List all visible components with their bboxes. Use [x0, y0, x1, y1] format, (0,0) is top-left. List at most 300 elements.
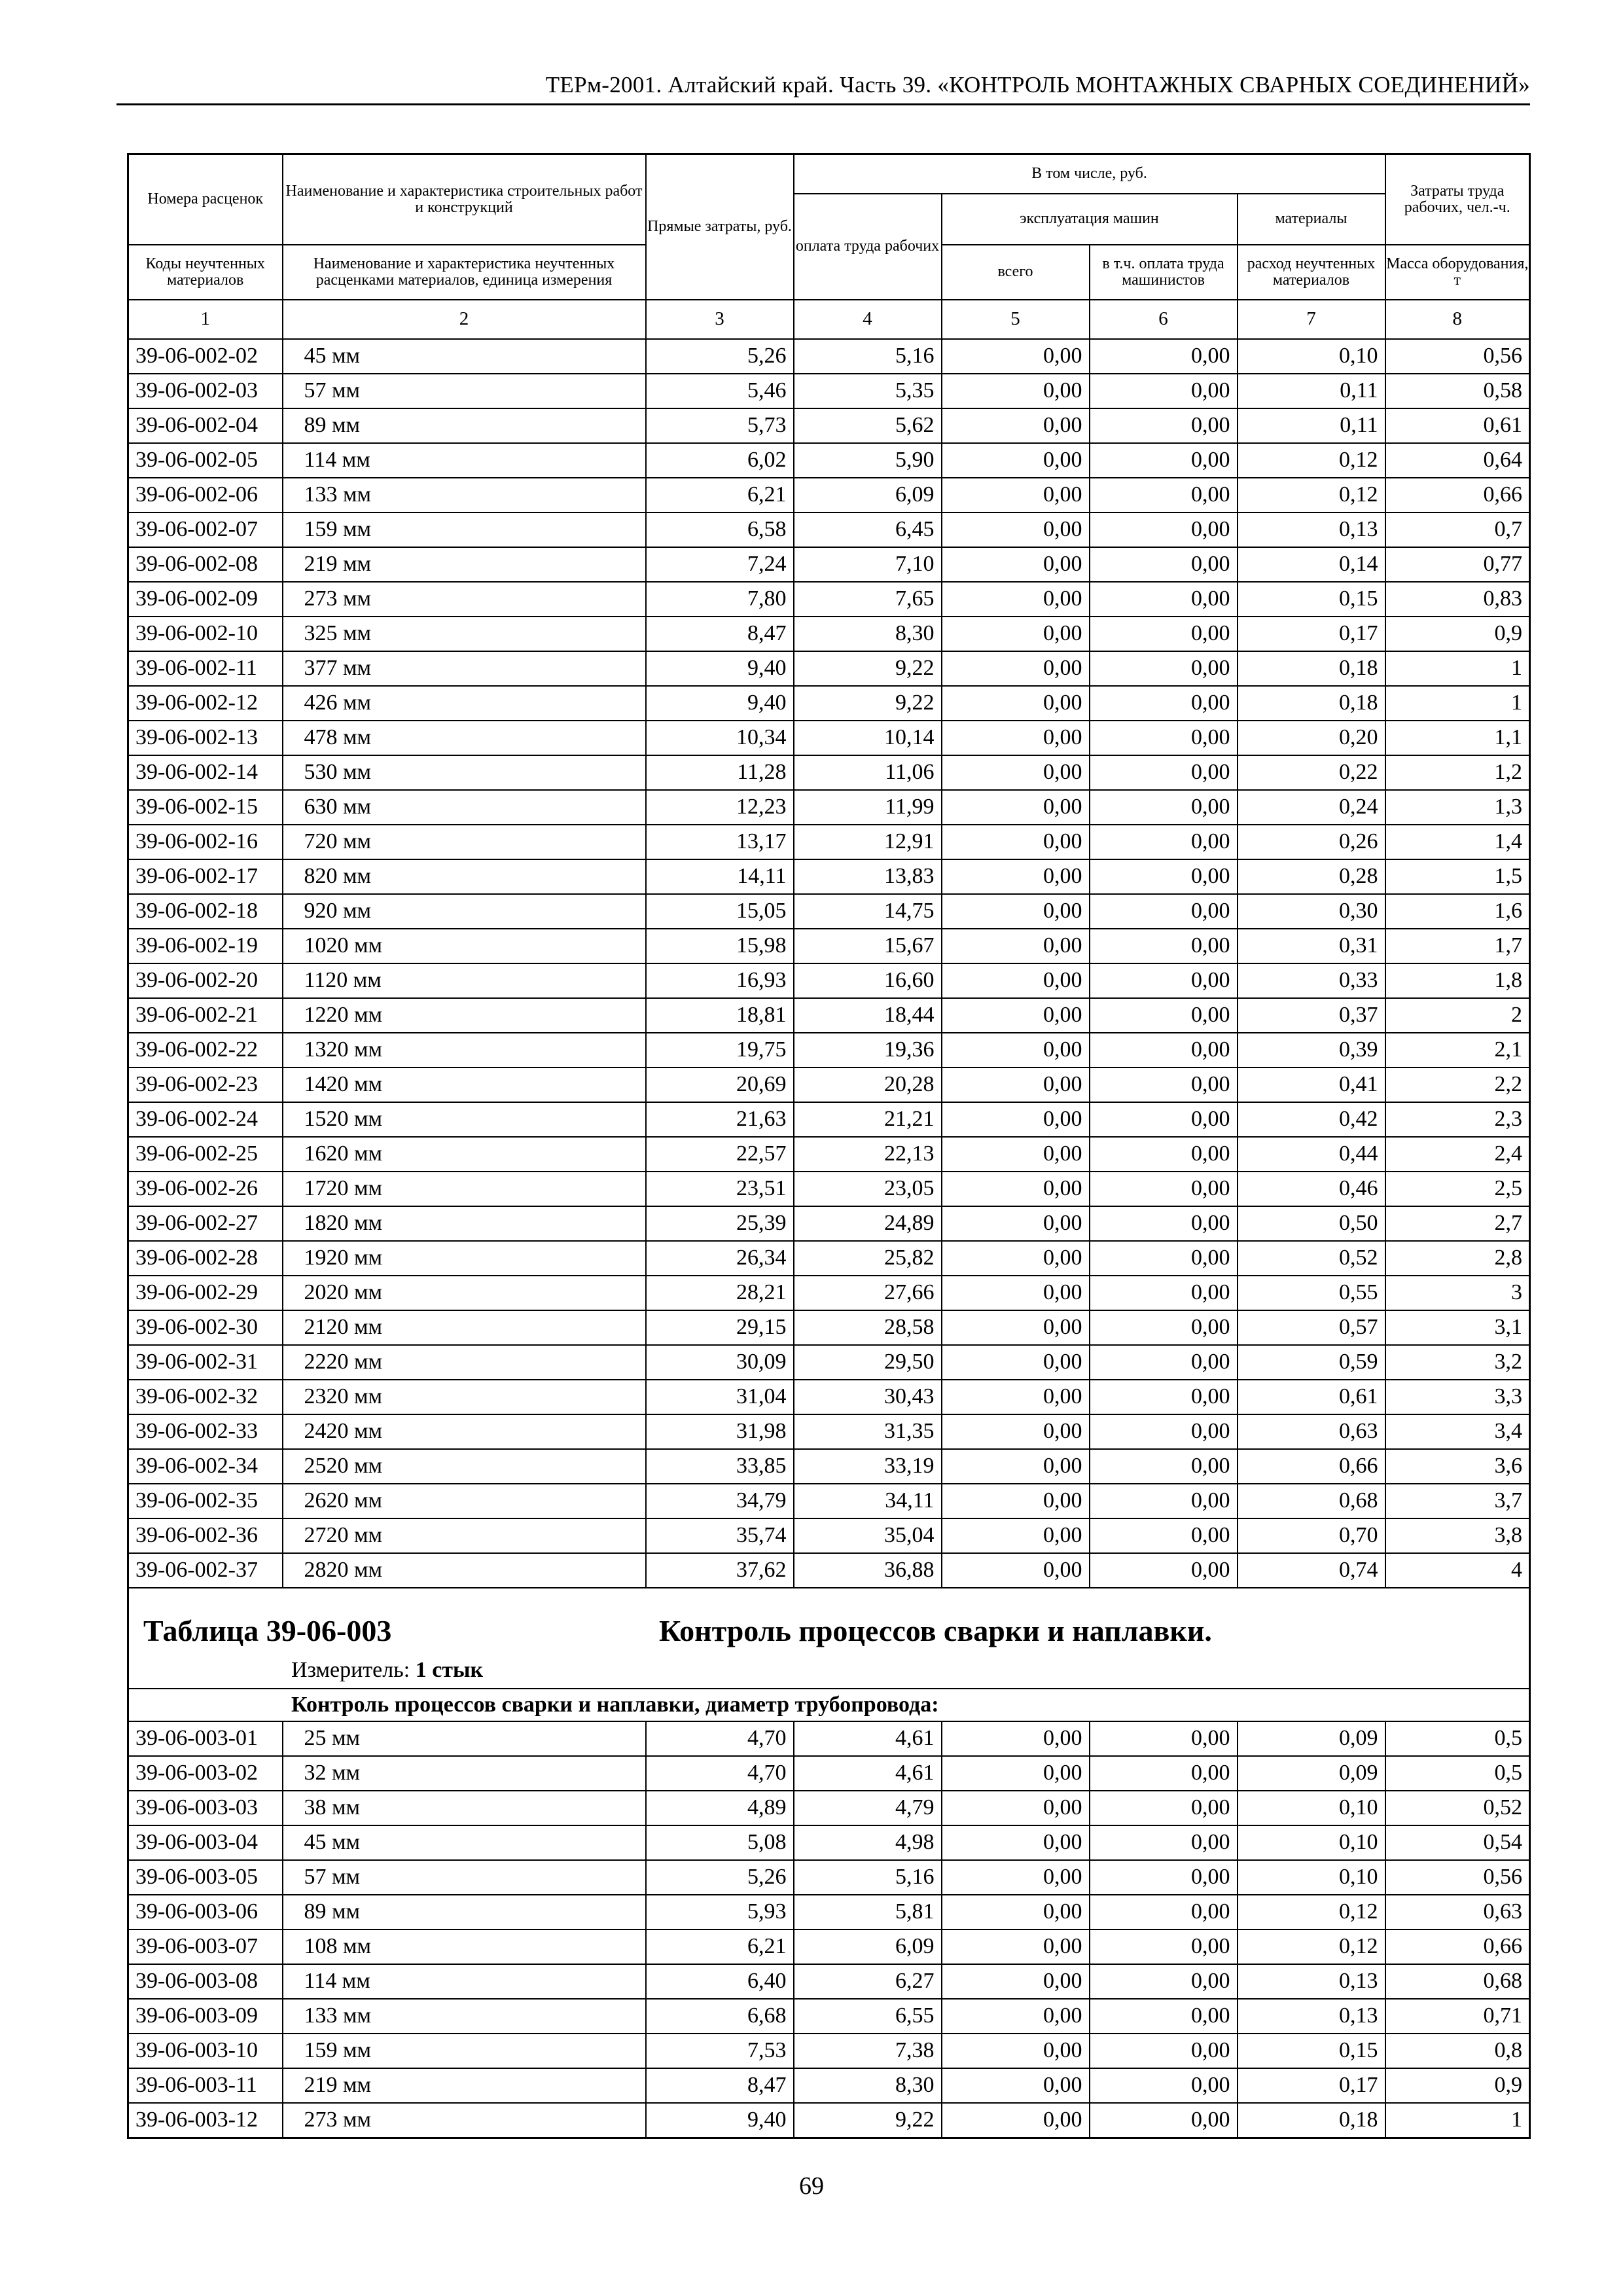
- rate-code-cell: 39-06-002-17: [128, 859, 283, 894]
- table-row: [128, 1033, 1530, 1067]
- labor-costs-cell: 0,8: [1385, 2034, 1530, 2068]
- labor-costs-cell: 0,56: [1385, 1860, 1530, 1895]
- rate-code-cell: 39-06-002-27: [128, 1206, 283, 1241]
- material-usage-cell: 0,11: [1238, 374, 1385, 408]
- material-usage-cell: 0,17: [1238, 2068, 1385, 2103]
- rate-code-cell: 39-06-002-32: [128, 1380, 283, 1414]
- direct-costs-cell: 7,53: [646, 2034, 794, 2068]
- labor-costs-cell: 1,5: [1385, 859, 1530, 894]
- table-row: [128, 825, 1530, 859]
- material-usage-cell: 0,10: [1238, 1860, 1385, 1895]
- labor-costs-cell: 0,5: [1385, 1721, 1530, 1756]
- labor-costs-cell: 0,5: [1385, 1756, 1530, 1791]
- rate-code-cell: 39-06-002-10: [128, 617, 283, 651]
- item-name-cell: 1920 мм: [283, 1241, 646, 1276]
- direct-costs-cell: 31,98: [646, 1414, 794, 1449]
- machinist-pay-cell: 0,00: [1090, 1791, 1238, 1825]
- direct-costs-cell: 15,98: [646, 929, 794, 963]
- machinist-pay-cell: 0,00: [1090, 651, 1238, 686]
- table-row: [128, 1999, 1530, 2034]
- table-row: [128, 408, 1530, 443]
- machinist-pay-cell: 0,00: [1090, 1999, 1238, 2034]
- table-row: [128, 929, 1530, 963]
- direct-costs-cell: 5,26: [646, 1860, 794, 1895]
- labor-costs-cell: 0,66: [1385, 478, 1530, 512]
- machines-total-cell: 0,00: [942, 1172, 1090, 1206]
- labor-costs-cell: 2,2: [1385, 1067, 1530, 1102]
- worker-pay-cell: 13,83: [794, 859, 942, 894]
- direct-costs-cell: 37,62: [646, 1553, 794, 1588]
- direct-costs-cell: 14,11: [646, 859, 794, 894]
- material-usage-cell: 0,09: [1238, 1756, 1385, 1791]
- table-row: [128, 755, 1530, 790]
- labor-costs-cell: 1,3: [1385, 790, 1530, 825]
- worker-pay-cell: 4,98: [794, 1825, 942, 1860]
- column-number: 4: [794, 300, 942, 339]
- item-name-cell: 32 мм: [283, 1756, 646, 1791]
- table-row: [128, 1484, 1530, 1518]
- table-row: [128, 1825, 1530, 1860]
- direct-costs-cell: 21,63: [646, 1102, 794, 1137]
- direct-costs-cell: 9,40: [646, 2103, 794, 2138]
- worker-pay-cell: 35,04: [794, 1518, 942, 1553]
- labor-costs-cell: 0,52: [1385, 1791, 1530, 1825]
- header-rate-numbers: Номера расценок: [128, 154, 283, 245]
- direct-costs-cell: 8,47: [646, 617, 794, 651]
- item-name-cell: 2720 мм: [283, 1518, 646, 1553]
- direct-costs-cell: 6,58: [646, 512, 794, 547]
- machinist-pay-cell: 0,00: [1090, 339, 1238, 374]
- rate-code-cell: 39-06-002-26: [128, 1172, 283, 1206]
- worker-pay-cell: 5,62: [794, 408, 942, 443]
- rate-code-cell: 39-06-002-20: [128, 963, 283, 998]
- machines-total-cell: 0,00: [942, 1825, 1090, 1860]
- rate-code-cell: 39-06-002-16: [128, 825, 283, 859]
- material-usage-cell: 0,15: [1238, 2034, 1385, 2068]
- direct-costs-cell: 5,26: [646, 339, 794, 374]
- machines-total-cell: 0,00: [942, 998, 1090, 1033]
- machines-total-cell: 0,00: [942, 2068, 1090, 2103]
- machinist-pay-cell: 0,00: [1090, 443, 1238, 478]
- worker-pay-cell: 36,88: [794, 1553, 942, 1588]
- worker-pay-cell: 11,06: [794, 755, 942, 790]
- item-name-cell: 133 мм: [283, 1999, 646, 2034]
- table-row: [128, 1172, 1530, 1206]
- worker-pay-cell: 7,10: [794, 547, 942, 582]
- table-row: [128, 859, 1530, 894]
- item-name-cell: 630 мм: [283, 790, 646, 825]
- rate-code-cell: 39-06-003-05: [128, 1860, 283, 1895]
- machinist-pay-cell: 0,00: [1090, 1172, 1238, 1206]
- direct-costs-cell: 9,40: [646, 651, 794, 686]
- worker-pay-cell: 7,38: [794, 2034, 942, 2068]
- item-name-cell: 57 мм: [283, 374, 646, 408]
- worker-pay-cell: 5,16: [794, 339, 942, 374]
- item-name-cell: 89 мм: [283, 408, 646, 443]
- worker-pay-cell: 34,11: [794, 1484, 942, 1518]
- material-usage-cell: 0,28: [1238, 859, 1385, 894]
- table-row: [128, 1241, 1530, 1276]
- rate-code-cell: 39-06-002-09: [128, 582, 283, 617]
- machinist-pay-cell: 0,00: [1090, 1929, 1238, 1964]
- worker-pay-cell: 4,61: [794, 1756, 942, 1791]
- rate-code-cell: 39-06-002-36: [128, 1518, 283, 1553]
- direct-costs-cell: 16,93: [646, 963, 794, 998]
- machines-total-cell: 0,00: [942, 1345, 1090, 1380]
- rate-code-cell: 39-06-002-23: [128, 1067, 283, 1102]
- machines-total-cell: 0,00: [942, 755, 1090, 790]
- direct-costs-cell: 12,23: [646, 790, 794, 825]
- worker-pay-cell: 33,19: [794, 1449, 942, 1484]
- item-name-cell: 2620 мм: [283, 1484, 646, 1518]
- item-name-cell: 114 мм: [283, 1964, 646, 1999]
- machines-total-cell: 0,00: [942, 1964, 1090, 1999]
- worker-pay-cell: 18,44: [794, 998, 942, 1033]
- worker-pay-cell: 6,09: [794, 478, 942, 512]
- worker-pay-cell: 4,61: [794, 1721, 942, 1756]
- direct-costs-cell: 11,28: [646, 755, 794, 790]
- labor-costs-cell: 3: [1385, 1276, 1530, 1310]
- labor-costs-cell: 3,8: [1385, 1518, 1530, 1553]
- rate-code-cell: 39-06-003-11: [128, 2068, 283, 2103]
- material-usage-cell: 0,20: [1238, 721, 1385, 755]
- machines-total-cell: 0,00: [942, 790, 1090, 825]
- labor-costs-cell: 1,6: [1385, 894, 1530, 929]
- table-row: [128, 1553, 1530, 1588]
- labor-costs-cell: 2,1: [1385, 1033, 1530, 1067]
- machinist-pay-cell: 0,00: [1090, 2068, 1238, 2103]
- item-name-cell: 273 мм: [283, 2103, 646, 2138]
- rate-code-cell: 39-06-003-03: [128, 1791, 283, 1825]
- machinist-pay-cell: 0,00: [1090, 929, 1238, 963]
- worker-pay-cell: 6,55: [794, 1999, 942, 2034]
- labor-costs-cell: 1: [1385, 651, 1530, 686]
- machines-total-cell: 0,00: [942, 1791, 1090, 1825]
- labor-costs-cell: 2,5: [1385, 1172, 1530, 1206]
- worker-pay-cell: 30,43: [794, 1380, 942, 1414]
- machinist-pay-cell: 0,00: [1090, 755, 1238, 790]
- material-usage-cell: 0,33: [1238, 963, 1385, 998]
- meter-value: 1 стык: [415, 1657, 484, 1682]
- column-number: 8: [1385, 300, 1530, 339]
- material-usage-cell: 0,46: [1238, 1172, 1385, 1206]
- item-name-cell: 114 мм: [283, 443, 646, 478]
- machines-total-cell: 0,00: [942, 1102, 1090, 1137]
- material-usage-cell: 0,66: [1238, 1449, 1385, 1484]
- item-name-cell: 1720 мм: [283, 1172, 646, 1206]
- table-row: [128, 1929, 1530, 1964]
- labor-costs-cell: 0,9: [1385, 617, 1530, 651]
- labor-costs-cell: 1,2: [1385, 755, 1530, 790]
- machines-total-cell: 0,00: [942, 1553, 1090, 1588]
- rate-code-cell: 39-06-003-04: [128, 1825, 283, 1860]
- worker-pay-cell: 21,21: [794, 1102, 942, 1137]
- material-usage-cell: 0,59: [1238, 1345, 1385, 1380]
- machines-total-cell: 0,00: [942, 1518, 1090, 1553]
- material-usage-cell: 0,55: [1238, 1276, 1385, 1310]
- direct-costs-cell: 19,75: [646, 1033, 794, 1067]
- column-numbers-row: [128, 300, 1530, 339]
- worker-pay-cell: 8,30: [794, 2068, 942, 2103]
- labor-costs-cell: 0,54: [1385, 1825, 1530, 1860]
- item-name-cell: 273 мм: [283, 582, 646, 617]
- item-name-cell: 57 мм: [283, 1860, 646, 1895]
- labor-costs-cell: 0,66: [1385, 1929, 1530, 1964]
- page-number: 69: [799, 2172, 824, 2200]
- item-name-cell: 478 мм: [283, 721, 646, 755]
- machinist-pay-cell: 0,00: [1090, 1518, 1238, 1553]
- machines-total-cell: 0,00: [942, 443, 1090, 478]
- machinist-pay-cell: 0,00: [1090, 686, 1238, 721]
- table-body-002: [128, 339, 1530, 1588]
- table-row: [128, 1137, 1530, 1172]
- machinist-pay-cell: 0,00: [1090, 1067, 1238, 1102]
- worker-pay-cell: 14,75: [794, 894, 942, 929]
- material-usage-cell: 0,50: [1238, 1206, 1385, 1241]
- worker-pay-cell: 11,99: [794, 790, 942, 825]
- machines-total-cell: 0,00: [942, 686, 1090, 721]
- machinist-pay-cell: 0,00: [1090, 998, 1238, 1033]
- rate-code-cell: 39-06-002-05: [128, 443, 283, 478]
- machines-total-cell: 0,00: [942, 1206, 1090, 1241]
- machines-total-cell: 0,00: [942, 721, 1090, 755]
- table-row: [128, 1791, 1530, 1825]
- rate-code-cell: 39-06-003-09: [128, 1999, 283, 2034]
- labor-costs-cell: 0,77: [1385, 547, 1530, 582]
- material-usage-cell: 0,10: [1238, 1791, 1385, 1825]
- labor-costs-cell: 2: [1385, 998, 1530, 1033]
- worker-pay-cell: 25,82: [794, 1241, 942, 1276]
- direct-costs-cell: 25,39: [646, 1206, 794, 1241]
- worker-pay-cell: 9,22: [794, 651, 942, 686]
- material-usage-cell: 0,39: [1238, 1033, 1385, 1067]
- table-row: [128, 1449, 1530, 1484]
- material-usage-cell: 0,13: [1238, 512, 1385, 547]
- worker-pay-cell: 6,27: [794, 1964, 942, 1999]
- worker-pay-cell: 27,66: [794, 1276, 942, 1310]
- rate-code-cell: 39-06-002-31: [128, 1345, 283, 1380]
- header-labor-costs: Затраты труда рабочих, чел.-ч.: [1385, 154, 1530, 245]
- table-row: [128, 2068, 1530, 2103]
- machines-total-cell: 0,00: [942, 582, 1090, 617]
- machinist-pay-cell: 0,00: [1090, 2103, 1238, 2138]
- machines-total-cell: 0,00: [942, 1241, 1090, 1276]
- item-name-cell: 2020 мм: [283, 1276, 646, 1310]
- machines-total-cell: 0,00: [942, 2103, 1090, 2138]
- machinist-pay-cell: 0,00: [1090, 1964, 1238, 1999]
- item-name-cell: 820 мм: [283, 859, 646, 894]
- direct-costs-cell: 22,57: [646, 1137, 794, 1172]
- machines-total-cell: 0,00: [942, 929, 1090, 963]
- item-name-cell: 2420 мм: [283, 1414, 646, 1449]
- item-name-cell: 1120 мм: [283, 963, 646, 998]
- machines-total-cell: 0,00: [942, 2034, 1090, 2068]
- labor-costs-cell: 3,6: [1385, 1449, 1530, 1484]
- running-header: ТЕРм-2001. Алтайский край. Часть 39. «КОНТРОЛЬ МОНТАЖНЫХ СВАРНЫХ СОЕДИНЕНИЙ»: [545, 72, 1530, 98]
- rate-code-cell: 39-06-002-25: [128, 1137, 283, 1172]
- direct-costs-cell: 7,24: [646, 547, 794, 582]
- header-rule: [116, 103, 1530, 105]
- direct-costs-cell: 5,93: [646, 1895, 794, 1929]
- material-usage-cell: 0,42: [1238, 1102, 1385, 1137]
- table-row: [128, 1721, 1530, 1756]
- direct-costs-cell: 9,40: [646, 686, 794, 721]
- material-usage-cell: 0,57: [1238, 1310, 1385, 1345]
- direct-costs-cell: 6,68: [646, 1999, 794, 2034]
- rate-code-cell: 39-06-002-06: [128, 478, 283, 512]
- labor-costs-cell: 2,8: [1385, 1241, 1530, 1276]
- rate-code-cell: 39-06-002-24: [128, 1102, 283, 1137]
- worker-pay-cell: 6,09: [794, 1929, 942, 1964]
- material-usage-cell: 0,13: [1238, 1999, 1385, 2034]
- header-material-codes: Коды неучтенных материалов: [128, 245, 283, 300]
- machines-total-cell: 0,00: [942, 547, 1090, 582]
- table-row: [128, 1067, 1530, 1102]
- machinist-pay-cell: 0,00: [1090, 790, 1238, 825]
- labor-costs-cell: 3,3: [1385, 1380, 1530, 1414]
- table-row: [128, 2103, 1530, 2138]
- item-name-cell: 25 мм: [283, 1721, 646, 1756]
- rate-code-cell: 39-06-003-06: [128, 1895, 283, 1929]
- direct-costs-cell: 26,34: [646, 1241, 794, 1276]
- table-row: [128, 617, 1530, 651]
- direct-costs-cell: 5,08: [646, 1825, 794, 1860]
- direct-costs-cell: 4,70: [646, 1756, 794, 1791]
- table-row: [128, 1380, 1530, 1414]
- column-number: 7: [1238, 300, 1385, 339]
- machinist-pay-cell: 0,00: [1090, 1102, 1238, 1137]
- machines-total-cell: 0,00: [942, 1033, 1090, 1067]
- table-row: [128, 1756, 1530, 1791]
- machines-total-cell: 0,00: [942, 1895, 1090, 1929]
- worker-pay-cell: 24,89: [794, 1206, 942, 1241]
- header-direct-costs: Прямые затраты, руб.: [646, 154, 794, 300]
- machinist-pay-cell: 0,00: [1090, 1553, 1238, 1588]
- item-name-cell: 89 мм: [283, 1895, 646, 1929]
- direct-costs-cell: 20,69: [646, 1067, 794, 1102]
- direct-costs-cell: 6,02: [646, 443, 794, 478]
- rate-code-cell: 39-06-003-02: [128, 1756, 283, 1791]
- direct-costs-cell: 13,17: [646, 825, 794, 859]
- labor-costs-cell: 3,2: [1385, 1345, 1530, 1380]
- direct-costs-cell: 18,81: [646, 998, 794, 1033]
- worker-pay-cell: 9,22: [794, 2103, 942, 2138]
- header-including: В том числе, руб.: [794, 154, 1385, 194]
- labor-costs-cell: 4: [1385, 1553, 1530, 1588]
- material-usage-cell: 0,17: [1238, 617, 1385, 651]
- machinist-pay-cell: 0,00: [1090, 1241, 1238, 1276]
- machinist-pay-cell: 0,00: [1090, 1484, 1238, 1518]
- header-material-usage: расход неучтенных материалов: [1238, 245, 1385, 300]
- material-usage-cell: 0,31: [1238, 929, 1385, 963]
- worker-pay-cell: 12,91: [794, 825, 942, 859]
- item-name-cell: 920 мм: [283, 894, 646, 929]
- labor-costs-cell: 1: [1385, 686, 1530, 721]
- machines-total-cell: 0,00: [942, 339, 1090, 374]
- table-row: [128, 651, 1530, 686]
- item-name-cell: 1020 мм: [283, 929, 646, 963]
- item-name-cell: 159 мм: [283, 2034, 646, 2068]
- labor-costs-cell: 0,71: [1385, 1999, 1530, 2034]
- item-name-cell: 159 мм: [283, 512, 646, 547]
- machines-total-cell: 0,00: [942, 651, 1090, 686]
- item-name-cell: 2220 мм: [283, 1345, 646, 1380]
- table-row: [128, 1860, 1530, 1895]
- table-row: [128, 963, 1530, 998]
- table-003-heading: [128, 1588, 1530, 1721]
- item-name-cell: 2820 мм: [283, 1553, 646, 1588]
- direct-costs-cell: 34,79: [646, 1484, 794, 1518]
- machinist-pay-cell: 0,00: [1090, 1380, 1238, 1414]
- material-usage-cell: 0,09: [1238, 1721, 1385, 1756]
- machines-total-cell: 0,00: [942, 1067, 1090, 1102]
- price-table: [127, 153, 1531, 2139]
- direct-costs-cell: 8,47: [646, 2068, 794, 2103]
- item-name-cell: 45 мм: [283, 1825, 646, 1860]
- table-caption: Контроль процессов сварки и наплавки.: [659, 1613, 1212, 1647]
- machinist-pay-cell: 0,00: [1090, 617, 1238, 651]
- table-row: [128, 2034, 1530, 2068]
- machinist-pay-cell: 0,00: [1090, 1449, 1238, 1484]
- machines-total-cell: 0,00: [942, 408, 1090, 443]
- machines-total-cell: 0,00: [942, 963, 1090, 998]
- machines-total-cell: 0,00: [942, 1929, 1090, 1964]
- direct-costs-cell: 7,80: [646, 582, 794, 617]
- item-name-cell: 1420 мм: [283, 1067, 646, 1102]
- material-usage-cell: 0,10: [1238, 339, 1385, 374]
- machinist-pay-cell: 0,00: [1090, 1756, 1238, 1791]
- material-usage-cell: 0,13: [1238, 1964, 1385, 1999]
- labor-costs-cell: 3,1: [1385, 1310, 1530, 1345]
- worker-pay-cell: 5,90: [794, 443, 942, 478]
- worker-pay-cell: 5,35: [794, 374, 942, 408]
- labor-costs-cell: 0,61: [1385, 408, 1530, 443]
- direct-costs-cell: 6,40: [646, 1964, 794, 1999]
- rate-code-cell: 39-06-003-01: [128, 1721, 283, 1756]
- machines-total-cell: 0,00: [942, 512, 1090, 547]
- worker-pay-cell: 7,65: [794, 582, 942, 617]
- machinist-pay-cell: 0,00: [1090, 1721, 1238, 1756]
- labor-costs-cell: 0,56: [1385, 339, 1530, 374]
- table-row: [128, 686, 1530, 721]
- header-work-name: Наименование и характеристика строительных работ и конструкций: [283, 154, 646, 245]
- table-row: [128, 512, 1530, 547]
- machines-total-cell: 0,00: [942, 1137, 1090, 1172]
- worker-pay-cell: 29,50: [794, 1345, 942, 1380]
- machinist-pay-cell: 0,00: [1090, 2034, 1238, 2068]
- rate-code-cell: 39-06-003-10: [128, 2034, 283, 2068]
- rate-code-cell: 39-06-002-29: [128, 1276, 283, 1310]
- worker-pay-cell: 8,30: [794, 617, 942, 651]
- machines-total-cell: 0,00: [942, 1721, 1090, 1756]
- rate-code-cell: 39-06-002-15: [128, 790, 283, 825]
- machinist-pay-cell: 0,00: [1090, 374, 1238, 408]
- labor-costs-cell: 3,4: [1385, 1414, 1530, 1449]
- worker-pay-cell: 6,45: [794, 512, 942, 547]
- worker-pay-cell: 5,16: [794, 1860, 942, 1895]
- rate-code-cell: 39-06-002-19: [128, 929, 283, 963]
- direct-costs-cell: 5,46: [646, 374, 794, 408]
- rate-code-cell: 39-06-002-21: [128, 998, 283, 1033]
- direct-costs-cell: 4,89: [646, 1791, 794, 1825]
- header-material-names: Наименование и характеристика неучтенных расценками материалов, единица измерения: [283, 245, 646, 300]
- worker-pay-cell: 31,35: [794, 1414, 942, 1449]
- column-number: 1: [128, 300, 283, 339]
- rate-code-cell: 39-06-002-35: [128, 1484, 283, 1518]
- labor-costs-cell: 0,58: [1385, 374, 1530, 408]
- machinist-pay-cell: 0,00: [1090, 1414, 1238, 1449]
- item-name-cell: 1220 мм: [283, 998, 646, 1033]
